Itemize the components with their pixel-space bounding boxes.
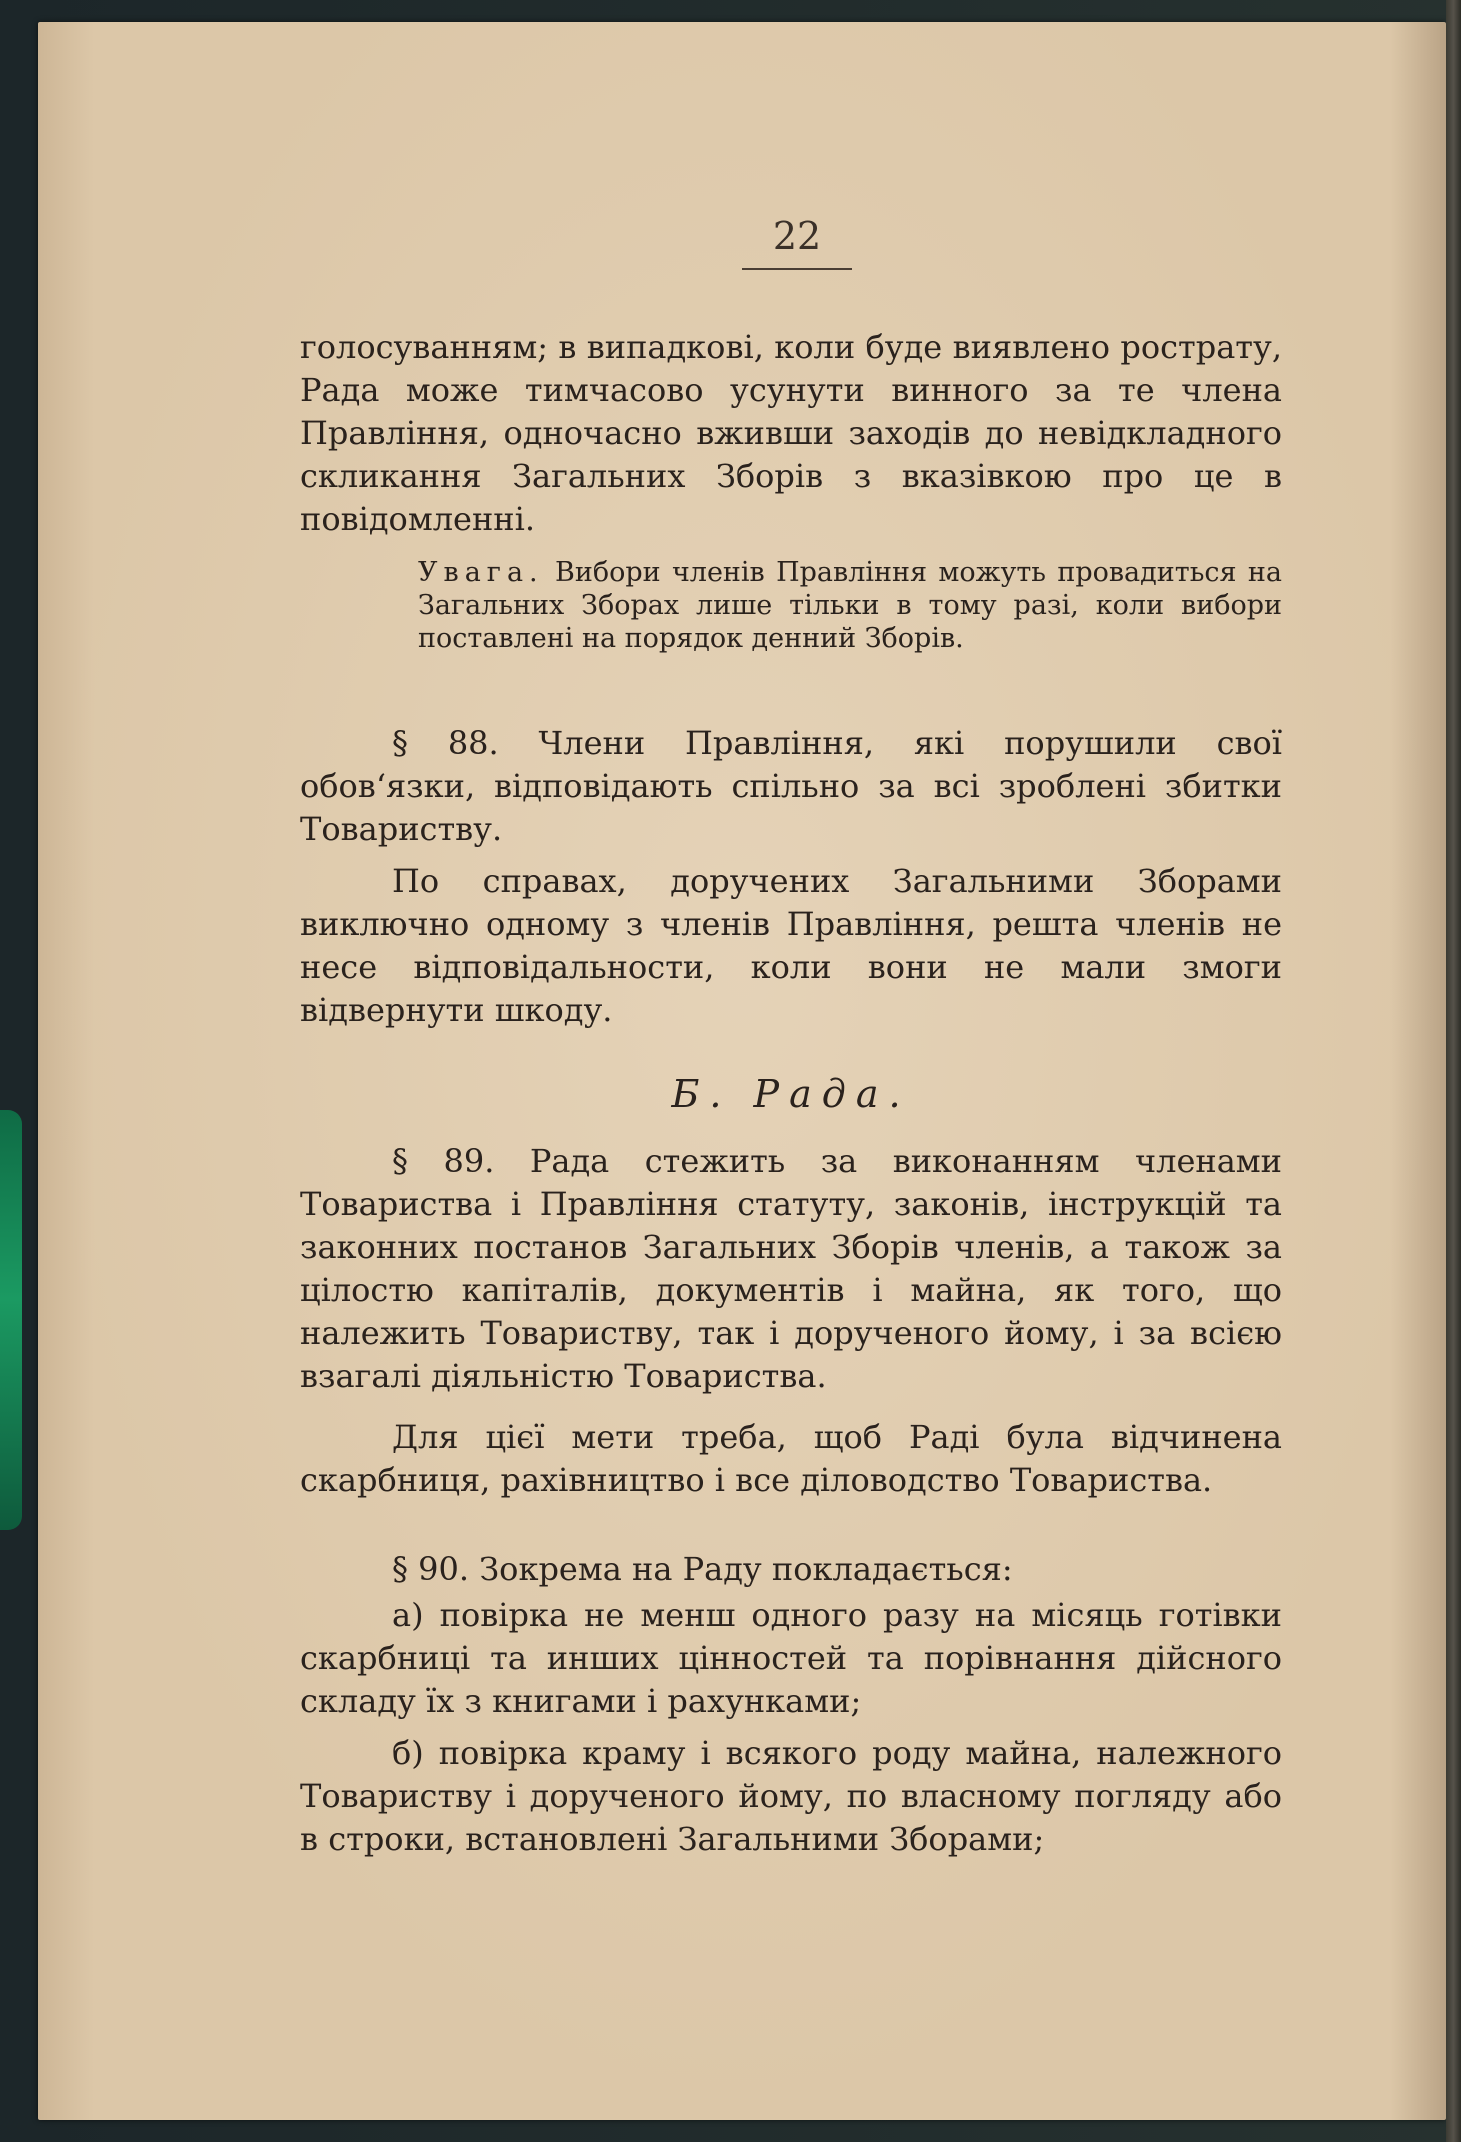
page-number-rule: [742, 268, 852, 270]
paragraph-89: § 89. Рада стежить за виконанням членами Товариства і Правління статуту, законів, інструкцій та законних постанов Загальних Зборів членів, а також за цілостю капіталів, документів і майна, як того, що належить Товариству, так і дорученого йому, і за всією взагалі діяльністю Товариства.: [300, 1142, 1282, 1395]
paragraph-88-continued: По справах, доручених Загальними Зборами виключно одному з членів Правління, решта членів не несе відповідальности, коли вони не мали змоги відвернути шкоду.: [300, 862, 1282, 1029]
note-block: [418, 556, 1282, 655]
book-spine-edge: [1446, 0, 1461, 2142]
paragraph-88: § 88. Члени Правління, які порушили свої обов‘язки, відповідають спільно за всі зроблені збитки Товариству.: [300, 724, 1282, 848]
green-cover-edge: [0, 1110, 22, 1530]
paragraph-89-continued: Для цієї мети треба, щоб Раді була відчинена скарбниця, рахівництво і все діловодство Товариства.: [300, 1418, 1282, 1499]
note-label: Увага.: [418, 557, 544, 588]
paragraph-90-b: б) повірка краму і всякого роду майна, належного Товариству і дорученого йому, по власному погляду або в строки, встановлені Загальними Зборами;: [300, 1734, 1282, 1858]
section-heading: Б. Рада.: [671, 1072, 911, 1116]
page-number: 22: [772, 214, 822, 258]
note-text: Вибори членів Правління можуть провадиться на Загальних Зборах лише тільки в тому разі, коли вибори поставлені на порядок денний Зборів.: [418, 557, 1282, 654]
paragraph-90-a: а) повірка не менш одного разу на місяць готівки скарбниці та инших цінностей та порівнання дійсного складу їх з книгами і рахунками;: [300, 1596, 1282, 1720]
paragraph-90: § 90. Зокрема на Раду покладається:: [392, 1550, 1013, 1588]
paragraph-continuation: голосуванням; в випадкові, коли буде виявлено рострату, Рада може тимчасово усунути винного за те члена Правління, одночасно вживши заходів до невідкладного скликання Загальних Зборів з вказівкою про це в повідомленні.: [300, 328, 1282, 538]
